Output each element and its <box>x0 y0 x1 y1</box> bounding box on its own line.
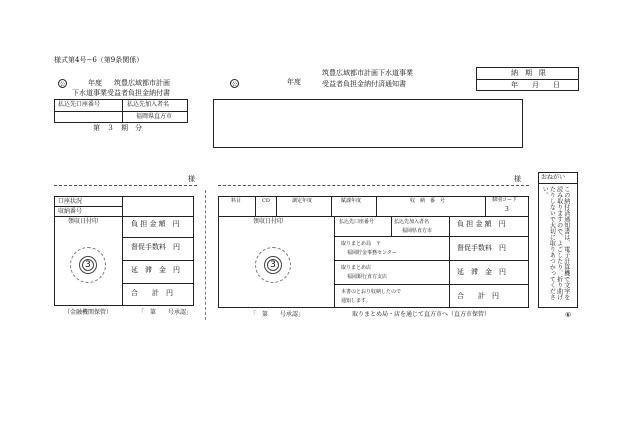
left-year-label: 年度 <box>88 79 102 87</box>
left-payee-name-label: 払込先加入者名 <box>127 101 170 108</box>
agency-value: 福岡貯金事務センター <box>347 250 397 256</box>
main-line-amount: 負 担 金 額 円 <box>457 220 506 228</box>
col-header-cd: CD <box>262 198 270 204</box>
account-status-label: 口座状況 <box>58 198 83 205</box>
left-title-line2: 下水道事業受益者負担金納付書 <box>72 89 170 97</box>
left-installment-stamp: 3 <box>79 256 97 274</box>
center-public-mark-icon: 公 <box>230 79 239 88</box>
agency-label: 取りまとめ局 〒 <box>341 241 382 247</box>
left-footer-right: 「 第 号承認」 <box>138 309 193 316</box>
left-payee-account-label: 払込先口座番号 <box>58 101 101 108</box>
center-year-label: 年度 <box>287 78 301 86</box>
receipt-notice-line1: 本書のとおり収納したので <box>341 289 402 295</box>
public-mark-icon: 公 <box>58 79 67 88</box>
main-installment-stamp: 3 <box>264 256 282 274</box>
receipt-notice-line2: 通知します。 <box>341 298 371 304</box>
code-value: 3 <box>505 206 509 213</box>
left-title-line1: 筑豊広域都市計画 <box>114 79 170 87</box>
main-payee-account-label: 払込先口座番号 <box>339 219 375 225</box>
main-line-fee: 督促手数料 円 <box>457 244 506 252</box>
col-header-code: 個別コード <box>492 197 518 203</box>
left-line-fee: 督促手数料 円 <box>131 243 180 251</box>
center-title-line1: 筑豊広域都市計画下水道事業 <box>322 69 413 77</box>
left-line-total: 合 計 円 <box>131 289 173 297</box>
left-payee-name-value: 福岡県直方市 <box>136 113 173 120</box>
left-footer-left: （金融機関保管） <box>64 309 113 316</box>
form-number: 様式第4号−6（第9条関係） <box>54 56 144 64</box>
main-line-late: 延 滞 金 円 <box>457 268 506 276</box>
side-note-title: おねがい <box>541 174 566 181</box>
main-payee-name-label: 払込先加入者名 <box>394 219 430 225</box>
receipt-number-label: 収納番号 <box>58 208 83 215</box>
branch-label: 取りまとめ店 <box>341 265 372 271</box>
left-installment: 第 ３ 期 分 <box>93 124 142 132</box>
main-footer-right: 取りまとめ局・店を通じて直方市へ（直方市保管） <box>352 311 491 318</box>
branch-value: 福岡銀行直方支店 <box>347 274 388 280</box>
left-sama: 様 <box>188 175 195 183</box>
main-payee-name-value: 福岡県直方市 <box>402 228 433 234</box>
due-date-label: 納 期 限 <box>511 69 546 77</box>
col-header-item: 料目 <box>231 198 242 204</box>
due-date-value: 年 月 日 <box>511 81 560 89</box>
col-header-levy-year: 賦課年度 <box>341 198 362 204</box>
main-received-date-label: 領収日付印 <box>253 218 284 225</box>
col-header-assess-year: 調定年度 <box>292 198 313 204</box>
side-note-body: この納付済通知書は、電子計算機で文字を読み取りますので、よごしたり、折り曲げたりしないで大切に取りあつかってください。 <box>541 186 570 300</box>
left-received-date-label: 領収日付印 <box>68 218 99 225</box>
center-title-line2: 受益者負担金納付済通知書 <box>322 80 406 88</box>
main-line-total: 合 計 円 <box>457 292 499 300</box>
main-sama: 様 <box>514 175 521 183</box>
main-footer-left: 「 第 号承認」 <box>250 311 305 318</box>
left-line-late: 延 滞 金 円 <box>131 266 180 274</box>
col-header-receipt-number: 収 納 番 号 <box>410 198 446 204</box>
left-line-amount: 負 担 金 額 円 <box>131 220 180 228</box>
address-box <box>213 99 523 148</box>
corner-mark: ⑥ <box>565 311 572 319</box>
